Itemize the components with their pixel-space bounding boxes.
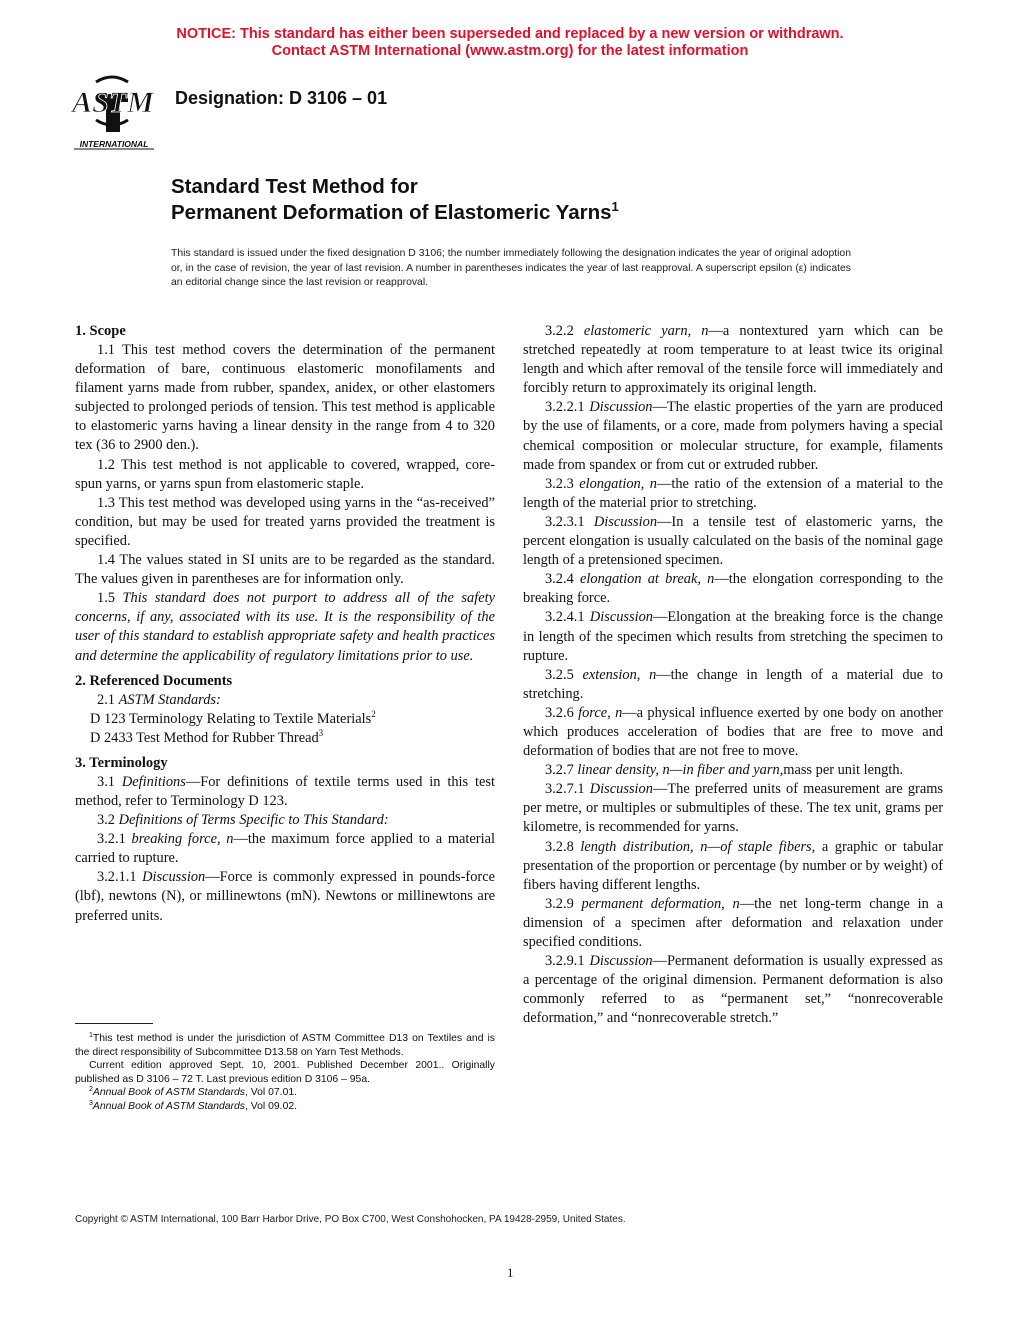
paragraph-3-2-2: 3.2.2 elastomeric yarn, n—a nontextured yarn which can be stretched repeatedly at room temperature to at least twice its original length and which after removal of the tensile force will immediately and forcibly return to approximately its original length. <box>523 323 943 397</box>
paragraph-3-2: 3.2 Definitions of Terms Specific to This Standard: <box>97 812 389 829</box>
paragraph-3-2-1-1: 3.2.1.1 Discussion—Force is commonly expressed in pounds-force (lbf), newtons (N), or millinewtons (mN). Newtons or millinewtons are preferred units. <box>75 869 495 924</box>
paragraph-3-2-9: 3.2.9 permanent deformation, n—the net long-term change in a dimension of a specimen after deformation and relaxation under specified conditions. <box>523 895 943 950</box>
astm-international-logo-icon <box>66 74 162 154</box>
paragraph-3-2-2-1: 3.2.2.1 Discussion—The elastic properties of the yarn are produced by the use of filaments, or a core, made from polymers having a special chemical composition or molecular structure, for example, filaments made from spandex or from cut or extruded rubber. <box>523 399 943 473</box>
paragraph-3-1: 3.1 Definitions—For definitions of textile terms used in this test method, refer to Terminology D 123. <box>75 773 495 809</box>
reference-d123: D 123 Terminology Relating to Textile Materials$^2$ <box>90 708 376 727</box>
footnote-2: $^2$Annual Book of ASTM Standards, Vol 07.01. <box>89 1086 298 1099</box>
left-column <box>75 322 495 926</box>
footnote-divider <box>75 1023 153 1024</box>
document-title <box>171 174 619 226</box>
reference-d2433: D 2433 Test Method for Rubber Thread$^3$ <box>90 727 324 746</box>
copyright-line: Copyright © ASTM International, 100 Barr Harbor Drive, PO Box C700, West Conshohocken, PA 19428-2959, United States. <box>75 1214 626 1225</box>
footnotes <box>75 1032 495 1114</box>
footnote-3: $^3$Annual Book of ASTM Standards, Vol 09.02. <box>89 1099 298 1112</box>
paragraph-3-2-6: 3.2.6 force, n—a physical influence exerted by one body on another which produces acceleration of bodies that are free to move and deformation of bodies that are not free to move. <box>523 704 943 760</box>
footnote-1-edition: Current edition approved Sept. 10, 2001. Published December 2001.. Originally published as D 3106 – 72 T. Last previous edition D 3106 – 95a. <box>75 1060 495 1085</box>
paragraph-3-2-9-1: 3.2.9.1 Discussion—Permanent deformation is usually expressed as a percentage of the original dimension. Permanent deformation is also commonly referred to as “permanent set,” “nonrecoverable deformation,” and “nonrecoverable stretch.” <box>523 953 943 1027</box>
paragraph-3-2-4-1: 3.2.4.1 Discussion—Elongation at the breaking force is the change in length of the specimen which results from stretching the specimen to rupture. <box>523 609 943 664</box>
paragraph-3-2-3-1: 3.2.3.1 Discussion—In a tensile test of elastomeric yarns, the percent elongation is usually calculated on the basis of the nominal gage length of a pretensioned specimen. <box>523 513 943 569</box>
section-heading-terminology: 3. Terminology <box>75 754 168 771</box>
notice-line-1: NOTICE: This standard has either been superseded and replaced by a new version or withdrawn. <box>176 26 844 42</box>
title-line-1: Standard Test Method for <box>171 175 418 198</box>
page-number: 1 <box>507 1265 514 1280</box>
paragraph-1-4: 1.4 The values stated in SI units are to be regarded as the standard. The values given in parentheses are for information only. <box>75 552 495 588</box>
paragraph-3-2-4: 3.2.4 elongation at break, n—the elongation corresponding to the breaking force. <box>523 571 943 607</box>
paragraph-3-2-1: 3.2.1 breaking force, n—the maximum force applied to a material carried to rupture. <box>75 831 495 867</box>
footnote-1: $^1$This test method is under the jurisdiction of ASTM Committee D13 on Textiles and is the direct responsibility of Subcommittee D13.58 on Yarn Test Methods. <box>75 1032 495 1058</box>
paragraph-3-2-8: 3.2.8 length distribution, n—of staple fibers, a graphic or tabular presentation of the proportion or percentage (by number or by weight) of fibers having different lengths. <box>523 838 943 893</box>
paragraph-3-2-7: 3.2.7 linear density, n—in fiber and yarn,mass per unit length. <box>545 762 904 779</box>
designation: Designation: D 3106 – 01 <box>175 88 388 108</box>
logo-text: ASTM <box>72 86 154 119</box>
paragraph-2-1: 2.1 ASTM Standards: <box>97 691 221 708</box>
title-footnote-mark: 1 <box>611 199 619 214</box>
paragraph-1-3: 1.3 This test method was developed using yarns in the “as-received” condition, but may be used for treated yarns provided the treatment is specified. <box>75 494 495 549</box>
paragraph-3-2-7-1: 3.2.7.1 Discussion—The preferred units of measurement are grams per metre, or multiples or submultiples of these. The tex unit, grams per kilometre, is recommended for yarns. <box>523 781 944 836</box>
issue-note: This standard is issued under the fixed designation D 3106; the number immediately following the designation indicates the year of original adoption or, in the case of revision, the year of last revision. A number in parentheses indicates the year of last reapproval. A superscript epsilon (ε) indicates an editorial change since the last revision or reapproval. <box>171 248 851 288</box>
title-line-2: Permanent Deformation of Elastomeric Yarns <box>171 201 612 224</box>
paragraph-3-2-5: 3.2.5 extension, n—the change in length of a material due to stretching. <box>523 666 943 702</box>
paragraph-1-1: 1.1 This test method covers the determination of the permanent deformation of bare, continuous elastomeric monofilaments and filament yarns made from rubber, spandex, anidex, or other elastomers subjected to prolonged periods of tension. This test method is applicable to elastomeric yarns having a linear density in the range from 4 to 320 tex (36 to 2900 den.). <box>75 342 495 454</box>
superseded-notice <box>0 26 1020 60</box>
section-heading-scope: 1. Scope <box>75 323 126 339</box>
paragraph-1-2: 1.2 This test method is not applicable to covered, wrapped, core-spun yarns, or yarns spun from elastomeric staple. <box>75 456 495 492</box>
logo-sub-text: INTERNATIONAL <box>79 139 149 149</box>
paragraph-1-5: 1.5 This standard does not purport to address all of the safety concerns, if any, associated with its use. It is the responsibility of the user of this standard to establish appropriate safety and health practices and determine the applicability of regulatory limitations prior to use. <box>75 590 495 664</box>
paragraph-3-2-3: 3.2.3 elongation, n—the ratio of the extension of a material to the length of the material prior to stretching. <box>523 475 944 511</box>
notice-line-2: Contact ASTM International (www.astm.org) for the latest information <box>271 43 749 59</box>
section-heading-referenced-documents: 2. Referenced Documents <box>75 672 233 689</box>
right-column <box>523 322 943 1028</box>
